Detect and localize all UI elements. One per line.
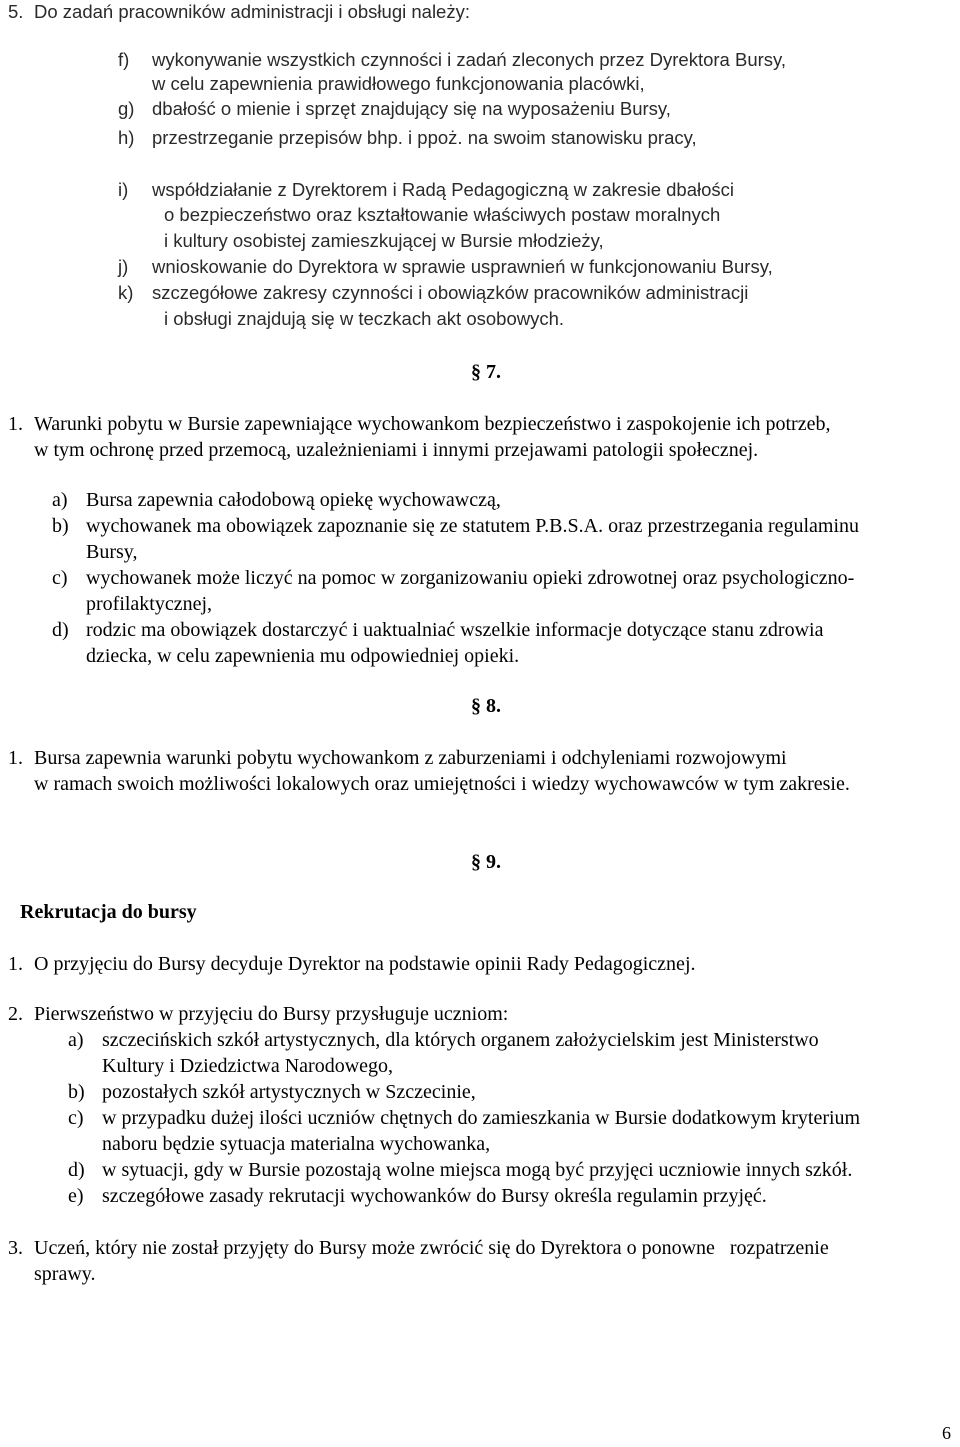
point-text: sprawy.	[34, 1263, 96, 1285]
list-item-text: naboru będzie sytuacja materialna wychowanka,	[102, 1133, 491, 1155]
paragraph-9-heading: § 9.	[471, 851, 501, 873]
list-item-label: d)	[68, 1159, 85, 1181]
point-text: Uczeń, który nie został przyjęty do Bursy może zwrócić się do Dyrektora o ponowne rozpatrzenie	[34, 1237, 829, 1259]
list-item-text: w celu zapewnienia prawidłowego funkcjonowania placówki,	[152, 73, 645, 94]
list-item-text: i obsługi znajdują się w teczkach akt osobowych.	[164, 308, 565, 329]
list-item-label: f)	[118, 49, 130, 70]
point-text: w tym ochronę przed przemocą, uzależnieniami i innymi przejawami patologii społecznej.	[34, 439, 759, 461]
list-item-text: wychowanek może liczyć na pomoc w zorganizowaniu opieki zdrowotnej oraz psychologiczno-	[86, 567, 855, 589]
paragraph-8-heading: § 8.	[471, 695, 501, 717]
list-item-text: wychowanek ma obowiązek zapoznanie się ze statutem P.B.S.A. oraz przestrzegania regulaminu	[86, 515, 860, 537]
list-item-text: współdziałanie z Dyrektorem i Radą Pedagogiczną w zakresie dbałości	[152, 179, 735, 200]
point-text: O przyjęciu do Bursy decyduje Dyrektor na podstawie opinii Rady Pedagogicznej.	[34, 953, 696, 975]
list-item-text: profilaktycznej,	[86, 593, 213, 615]
list-item-label: c)	[68, 1107, 84, 1129]
list-item-text: pozostałych szkół artystycznych w Szczecinie,	[102, 1081, 476, 1103]
list-item-label: b)	[52, 515, 69, 537]
list-item-label: e)	[68, 1185, 84, 1207]
list-item-label: a)	[68, 1029, 84, 1051]
list-item-text: przestrzeganie przepisów bhp. i ppoż. na swoim stanowisku pracy,	[152, 127, 697, 148]
list-item-text: Kultury i Dziedzictwa Narodowego,	[102, 1055, 394, 1077]
list-item-text: i kultury osobistej zamieszkującej w Bursie młodzieży,	[164, 230, 604, 251]
list-item-label: i)	[118, 179, 129, 200]
point-number: 1.	[8, 747, 23, 769]
section-5-number: 5.	[8, 1, 24, 22]
list-item-text: Bursy,	[86, 541, 138, 563]
section-5-heading: Do zadań pracowników administracji i obsługi należy:	[34, 1, 470, 22]
point-number: 1.	[8, 953, 23, 975]
point-text: Warunki pobytu w Bursie zapewniające wychowankom bezpieczeństwo i zaspokojenie ich potrzeb,	[34, 413, 831, 435]
list-item-label: g)	[118, 98, 135, 119]
list-item-label: b)	[68, 1081, 85, 1103]
list-item-label: k)	[118, 282, 134, 303]
point-text: Bursa zapewnia warunki pobytu wychowankom z zaburzeniami i odchyleniami rozwojowymi	[34, 747, 787, 769]
list-item-label: j)	[118, 256, 129, 277]
list-item-text: szczegółowe zasady rekrutacji wychowanków do Bursy określa regulamin przyjęć.	[102, 1185, 767, 1207]
list-item-label: c)	[52, 567, 68, 589]
list-item-text: szczegółowe zakresy czynności i obowiązków pracowników administracji	[152, 282, 749, 303]
list-item-text: szczecińskich szkół artystycznych, dla których organem założycielskim jest Ministerstwo	[102, 1029, 819, 1051]
list-item-text: wykonywanie wszystkich czynności i zadań zleconych przez Dyrektora Bursy,	[152, 49, 787, 70]
point-number: 2.	[8, 1003, 23, 1025]
list-item-text: o bezpieczeństwo oraz kształtowanie właściwych postaw moralnych	[164, 204, 721, 225]
list-item-label: a)	[52, 489, 68, 511]
list-item-text: w przypadku dużej ilości uczniów chętnych do zamieszkania w Bursie dodatkowym kryterium	[102, 1107, 861, 1129]
point-number: 1.	[8, 413, 23, 435]
list-item-text: Bursa zapewnia całodobową opiekę wychowawczą,	[86, 489, 501, 511]
list-item-label: h)	[118, 127, 135, 148]
list-item-text: rodzic ma obowiązek dostarczyć i uaktualniać wszelkie informacje dotyczące stanu zdrowia	[86, 619, 824, 641]
point-number: 3.	[8, 1237, 23, 1259]
paragraph-7-heading: § 7.	[471, 361, 501, 383]
page-number: 6	[942, 1423, 951, 1443]
list-item-text: wnioskowanie do Dyrektora w sprawie usprawnień w funkcjonowaniu Bursy,	[152, 256, 773, 277]
point-text: w ramach swoich możliwości lokalowych oraz umiejętności i wiedzy wychowawców w tym zakresie.	[34, 773, 850, 795]
section-subheading: Rekrutacja do bursy	[20, 901, 197, 923]
point-text: Pierwszeństwo w przyjęciu do Bursy przysługuje uczniom:	[34, 1003, 509, 1025]
list-item-label: d)	[52, 619, 69, 641]
list-item-text: dziecka, w celu zapewnienia mu odpowiedniej opieki.	[86, 645, 520, 667]
list-item-text: dbałość o mienie i sprzęt znajdujący się na wyposażeniu Bursy,	[152, 98, 671, 119]
list-item-text: w sytuacji, gdy w Bursie pozostają wolne miejsca mogą być przyjęci uczniowie innych szkół.	[102, 1159, 853, 1181]
